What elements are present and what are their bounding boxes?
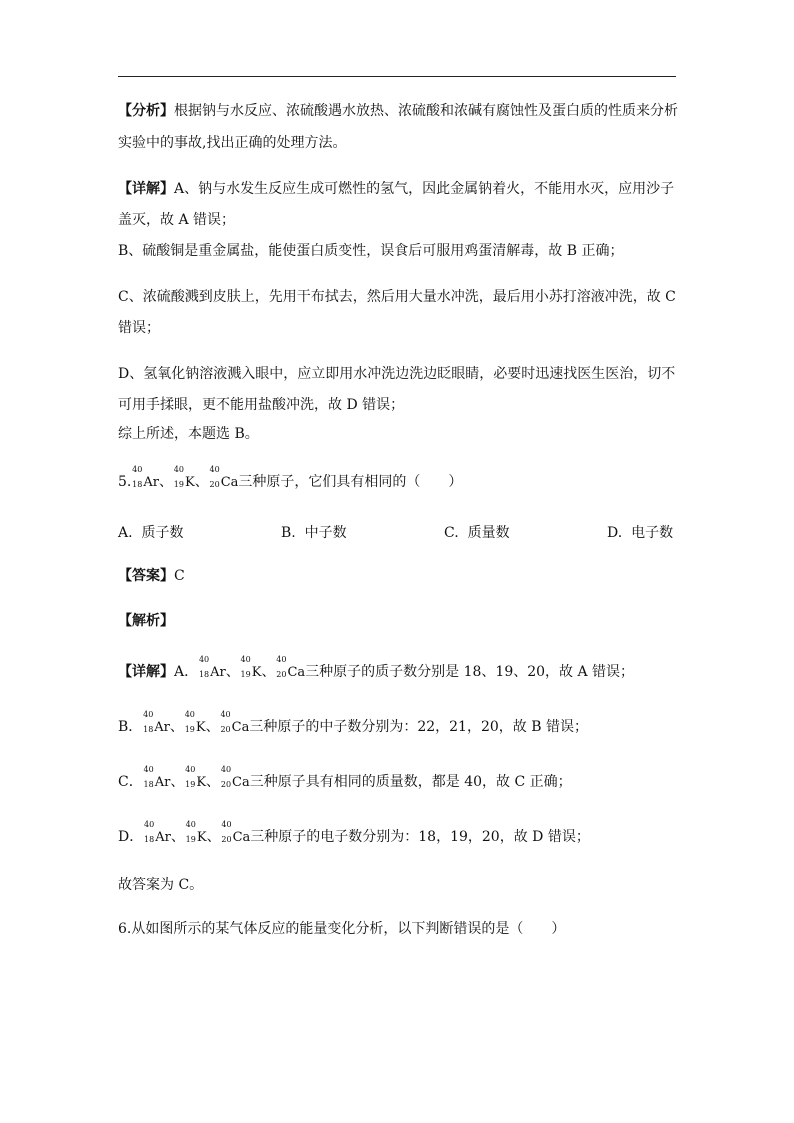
answer-line: 【答案】C [118, 568, 185, 584]
detail-c-line: C． 40 18 Ar、 40 19 K、 40 20 Ca三种原子具有相同的质量数，都是 40，故 C 正确； [118, 772, 572, 793]
summary-line: 综上所述，本题选 B。 [118, 426, 259, 442]
header-rule [118, 76, 676, 77]
nuclide-ca: 40 20 Ca [209, 465, 239, 490]
nuclide-ar: 40 18 Ar [143, 710, 170, 735]
nuclide-k: 40 19 K [173, 465, 195, 490]
explain-c-line-1: C、浓硫酸溅到皮肤上，先用干布拭去，然后用大量水冲洗，最后用小苏打溶液冲洗，故 C [118, 289, 676, 305]
nuclide-ca: 40 20 Ca [276, 655, 306, 680]
analysis-line-1: 【分析】根据钠与水反应、浓硫酸遇水放热、浓硫酸和浓碱有腐蚀性及蛋白质的性质来分析 [118, 103, 678, 119]
option-b[interactable]: B. 中子数 [281, 525, 347, 541]
nuclide-ar: 40 18 Ar [143, 765, 171, 790]
option-a[interactable]: A. 质子数 [118, 525, 184, 541]
analysis-heading: 【解析】 [118, 613, 174, 629]
nuclide-k: 40 19 K [185, 765, 207, 790]
nuclide-k: 40 19 K [184, 710, 206, 735]
nuclide-ca: 40 20 Ca [221, 820, 251, 845]
explain-c-line-2: 错误； [118, 320, 160, 336]
explain-a-line-2: 盖灭，故 A 错误； [118, 212, 236, 228]
explain-a-line-1: 【详解】A、钠与水发生反应生成可燃性的氢气，因此金属钠着火，不能用水灭，应用沙子 [118, 181, 675, 197]
option-c[interactable]: C. 质量数 [444, 525, 510, 541]
nuclide-ca: 40 20 Ca [220, 765, 250, 790]
conclusion-line: 故答案为 C。 [118, 877, 204, 893]
detail-d-line: D． 40 18 Ar、 40 19 K、 40 20 Ca三种原子的电子数分别为：18，19，20，故 D 错误； [118, 827, 590, 848]
explain-d-line-2: 可用手揉眼，更不能用盐酸冲洗，故 D 错误； [118, 397, 405, 413]
option-d[interactable]: D. 电子数 [607, 525, 674, 541]
explain-d-line-1: D、氢氧化钠溶液溅入眼中，应立即用水冲洗边洗边眨眼睛，必要时迅速找医生医治，切不 [118, 366, 676, 382]
nuclide-k: 40 19 K [185, 820, 207, 845]
detail-b-line: B． 40 18 Ar、 40 19 K、 40 20 Ca三种原子的中子数分别为：22，21，20，故 B 错误； [118, 717, 588, 738]
nuclide-k: 40 19 K [240, 655, 262, 680]
nuclide-ar: 40 18 Ar [132, 465, 159, 490]
question-5: 5. 40 18 Ar、 40 19 K、 40 20 Ca三种原子，它们具有相同的（ ） [118, 472, 462, 493]
nuclide-ar: 40 18 Ar [198, 655, 226, 680]
nuclide-ar: 40 18 Ar [144, 820, 171, 845]
explain-b-line: B、硫酸铜是重金属盐，能使蛋白质变性，误食后可服用鸡蛋清解毒，故 B 正确； [118, 243, 624, 259]
detail-a-line: 【详解】A． 40 18 Ar、 40 19 K、 40 20 Ca三种原子的质子数分别是 18、19、20，故 A 错误； [118, 662, 634, 683]
question-6: 6.从如图所示的某气体反应的能量变化分析，以下判断错误的是（ ） [118, 921, 566, 937]
analysis-line-2: 实验中的事故,找出正确的处理方法。 [118, 135, 347, 151]
nuclide-ca: 40 20 Ca [220, 710, 250, 735]
